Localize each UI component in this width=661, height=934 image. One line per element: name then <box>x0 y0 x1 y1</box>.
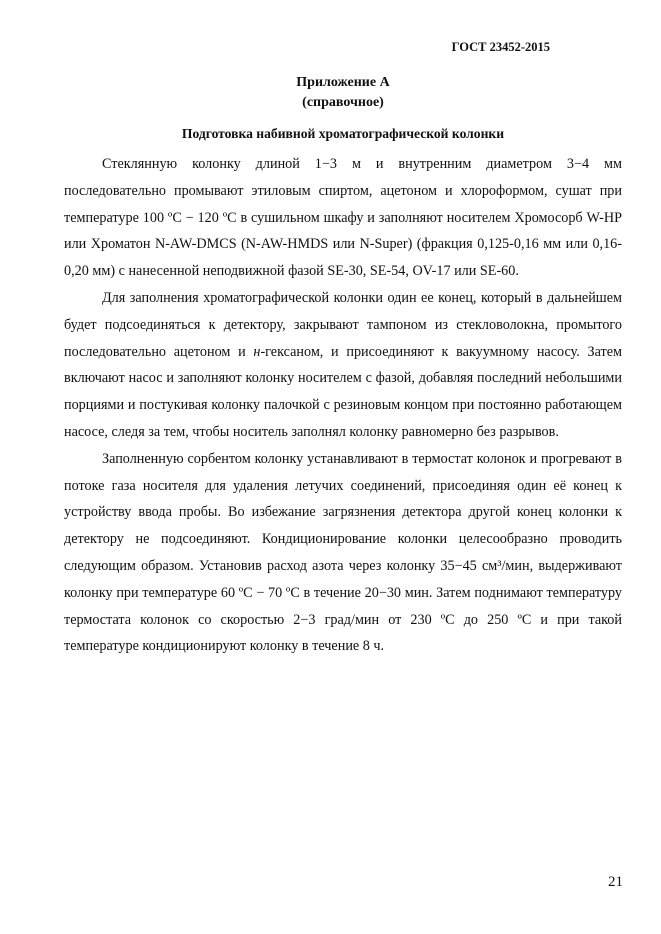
paragraph-1: Стеклянную колонку длиной 1−3 м и внутренним диаметром 3−4 мм последовательно промывают этиловым спиртом, ацетоном и хлороформом, сушат при температуре 100 ºС − 120 ºС в сушильном шкафу и заполняют носителем Хромосорб W-HP или Хроматон N-AW-DMCS (N-AW-HMDS или N-Super) (фракция 0,125-0,16 мм или 0,16-0,20 мм) с нанесенной неподвижной фазой SE-30, SE-54, OV-17 или SE-60. <box>64 156 622 280</box>
paragraph-2-part-2: -гексаном, и присоединяют к вакуумному насосу. Затем включают насос и заполняют колонку носителем с фазой, добавляя последний небольшими порциями и постукивая колонку палочкой с резиновым концом при постоянно работающем насосе, следя за тем, чтобы носитель заполнял колонку равномерно без разрывов. <box>64 343 622 440</box>
appendix-heading <box>0 73 661 113</box>
paragraph-2 <box>64 285 622 446</box>
paragraph-3: Заполненную сорбентом колонку устанавливают в термостат колонок и прогревают в потоке газа носителя для удаления летучих соединений, присоединяя один её конец к устройству ввода пробы. Во избежание загрязнения детектора другой конец колонки к детектору не подсоединяют. Кондиционирование колонки целесообразно проводить следующим образом. Установив расход азота через колонку 35−45 см³/мин, выдерживают колонку при температуре 60 ºС − 70 ºС в течение 20−30 мин. Затем поднимают температуру термостата колонок со скоростью 2−3 град/мин от 230 ºС до 250 ºС и при такой температуре кондиционируют колонку в течение 8 ч. <box>64 450 622 655</box>
section-title: Подготовка набивной хроматографической колонки <box>181 126 505 141</box>
paragraph-2-part-1: Для заполнения хроматографической колонки один ее конец, который в дальнейшем будет подсоединяться к детектору, закрывают тампоном из стекловолокна, промытого последовательно ацетоном и <box>64 289 622 360</box>
body-text <box>64 151 622 660</box>
standard-code: ГОСТ 23452-2015 <box>451 40 550 54</box>
paragraph-2-italic: н <box>253 343 261 360</box>
appendix-title: Приложение А <box>296 75 390 90</box>
appendix-subtitle: (справочное) <box>302 95 384 110</box>
page-number: 21 <box>608 874 623 890</box>
